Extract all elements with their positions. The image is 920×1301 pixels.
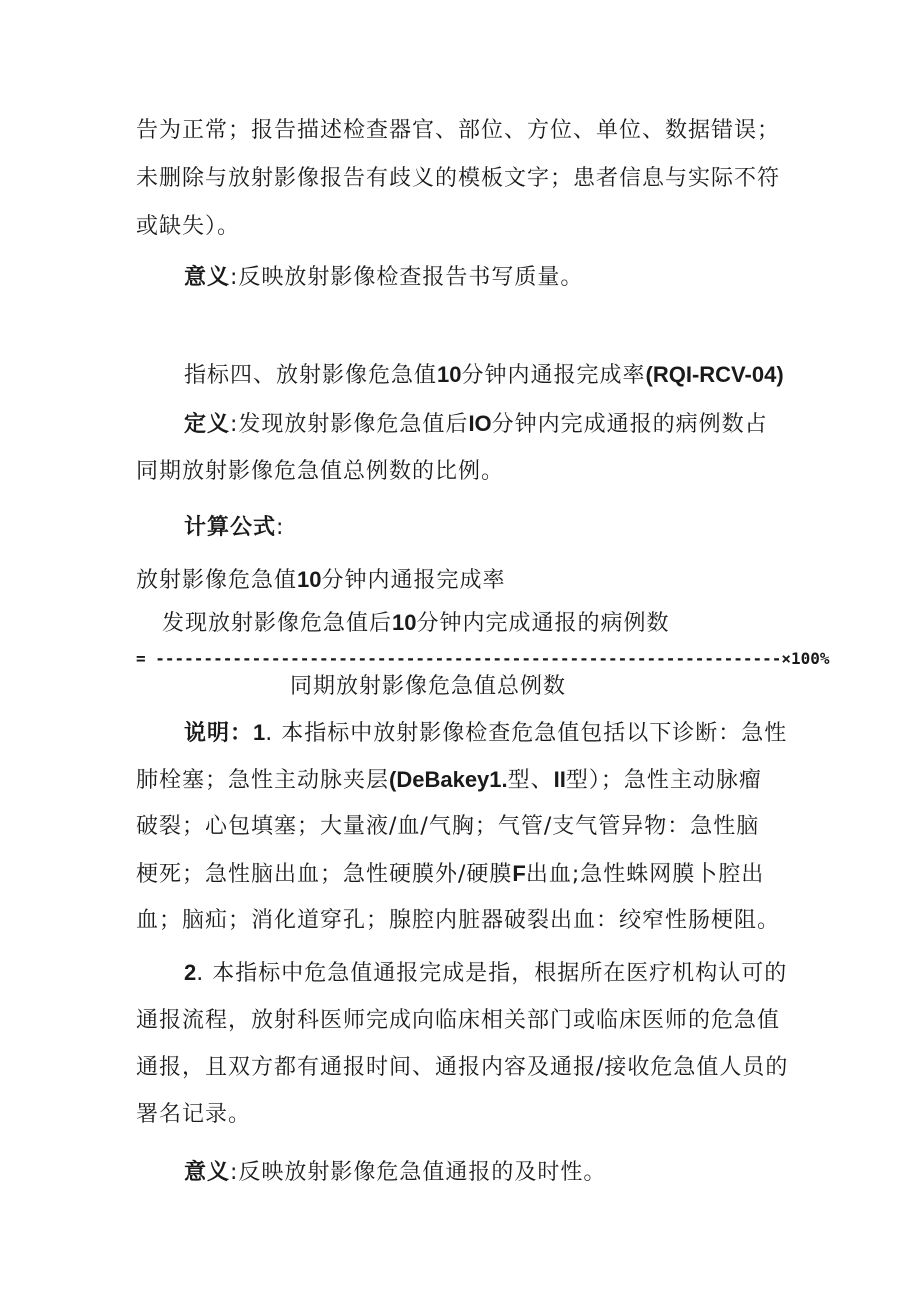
code: F [512, 861, 526, 886]
text: 放射影像危急值 [136, 568, 298, 593]
text: 型、 [507, 768, 554, 793]
formula-numerator [162, 609, 670, 638]
text: : [276, 515, 285, 540]
note-label: 说明： [184, 721, 254, 746]
meaning-line [184, 1159, 606, 1187]
text: 破裂；心包填塞；大量液/血/气胸；气管/支气管异物：急性脑 [136, 814, 760, 839]
text: :发现放射影像危急值后 [230, 412, 469, 437]
text: 告为正常；报告描述检查器官、部位、方位、单位、数据错误； [136, 118, 781, 143]
calc-label: 计算公式 [184, 515, 277, 540]
definition-line [136, 458, 504, 486]
text: 通报流程，放射科医师完成向临床相关部门或临床医师的危急值 [136, 1008, 781, 1033]
indicator-code: (RQI-RCV-04) [645, 362, 784, 387]
note-line [136, 907, 780, 935]
paragraph-line [136, 165, 780, 193]
note2-line [184, 959, 787, 988]
text: 分钟内通报完成率 [461, 363, 646, 388]
text: 署名记录。 [136, 1102, 252, 1127]
indicator-heading [184, 361, 784, 390]
meaning-line [184, 264, 583, 292]
text: 型）；急性主动脉瘤 [565, 768, 762, 793]
definition-label: 定义 [184, 412, 231, 437]
text: 分钟内通报完成率 [321, 568, 506, 593]
note2-line [136, 1101, 251, 1129]
text: 同期放射影像危急值总例数的比例。 [136, 459, 505, 484]
code: (DeBakey1. [389, 767, 508, 792]
number: IO [468, 411, 492, 436]
note-number: 2 [184, 960, 197, 985]
text: 或缺失）。 [136, 214, 241, 239]
note2-line [136, 1007, 780, 1035]
formula-denominator [290, 673, 566, 701]
note-line [136, 860, 764, 889]
note-line [184, 719, 787, 748]
text: 发现放射影像危急值后 [162, 611, 393, 636]
definition-line [184, 410, 768, 439]
meaning-label: 意义 [184, 1160, 231, 1185]
text: = -----------------------------------------------------------------×100% [136, 649, 830, 668]
calc-label-line [184, 514, 284, 542]
number: 10 [297, 567, 322, 592]
code: II [553, 767, 566, 792]
meaning-text: :反映放射影像检查报告书写质量。 [230, 265, 584, 290]
meaning-label: 意义 [184, 265, 231, 290]
paragraph-line [136, 117, 780, 145]
number: 10 [392, 610, 417, 635]
note-line [136, 766, 762, 795]
text: . 本指标中放射影像检查危急值包括以下诊断：急性 [265, 721, 788, 746]
text: . 本指标中危急值通报完成是指，根据所在医疗机构认可的 [196, 961, 788, 986]
number: 10 [437, 362, 462, 387]
text: 未删除与放射影像报告有歧义的模板文字；患者信息与实际不符 [136, 166, 781, 191]
paragraph-line [136, 213, 240, 241]
text: 血；脑疝；消化道穿孔；腺腔内脏器破裂出血：绞窄性肠梗阻。 [136, 908, 781, 933]
text: 出血;急性蛛网膜卜腔出 [525, 862, 765, 887]
formula-fraction-line [136, 645, 830, 673]
text: 分钟内完成通报的病例数 [416, 611, 670, 636]
note-line [136, 813, 759, 841]
meaning-text: :反映放射影像危急值通报的及时性。 [230, 1160, 607, 1185]
formula-title [136, 566, 506, 595]
note-number: 1 [253, 720, 266, 745]
text: 通报，且双方都有通报时间、通报内容及通报/接收危急值人员的 [136, 1055, 789, 1080]
text: 肺栓塞；急性主动脉夹层 [136, 768, 390, 793]
text: 梗死；急性脑出血；急性硬膜外/硬膜 [136, 862, 513, 887]
note2-line [136, 1054, 788, 1082]
text: 分钟内完成通报的病例数占 [491, 412, 768, 437]
text: 指标四、放射影像危急值 [184, 363, 438, 388]
text: 同期放射影像危急值总例数 [290, 674, 567, 699]
